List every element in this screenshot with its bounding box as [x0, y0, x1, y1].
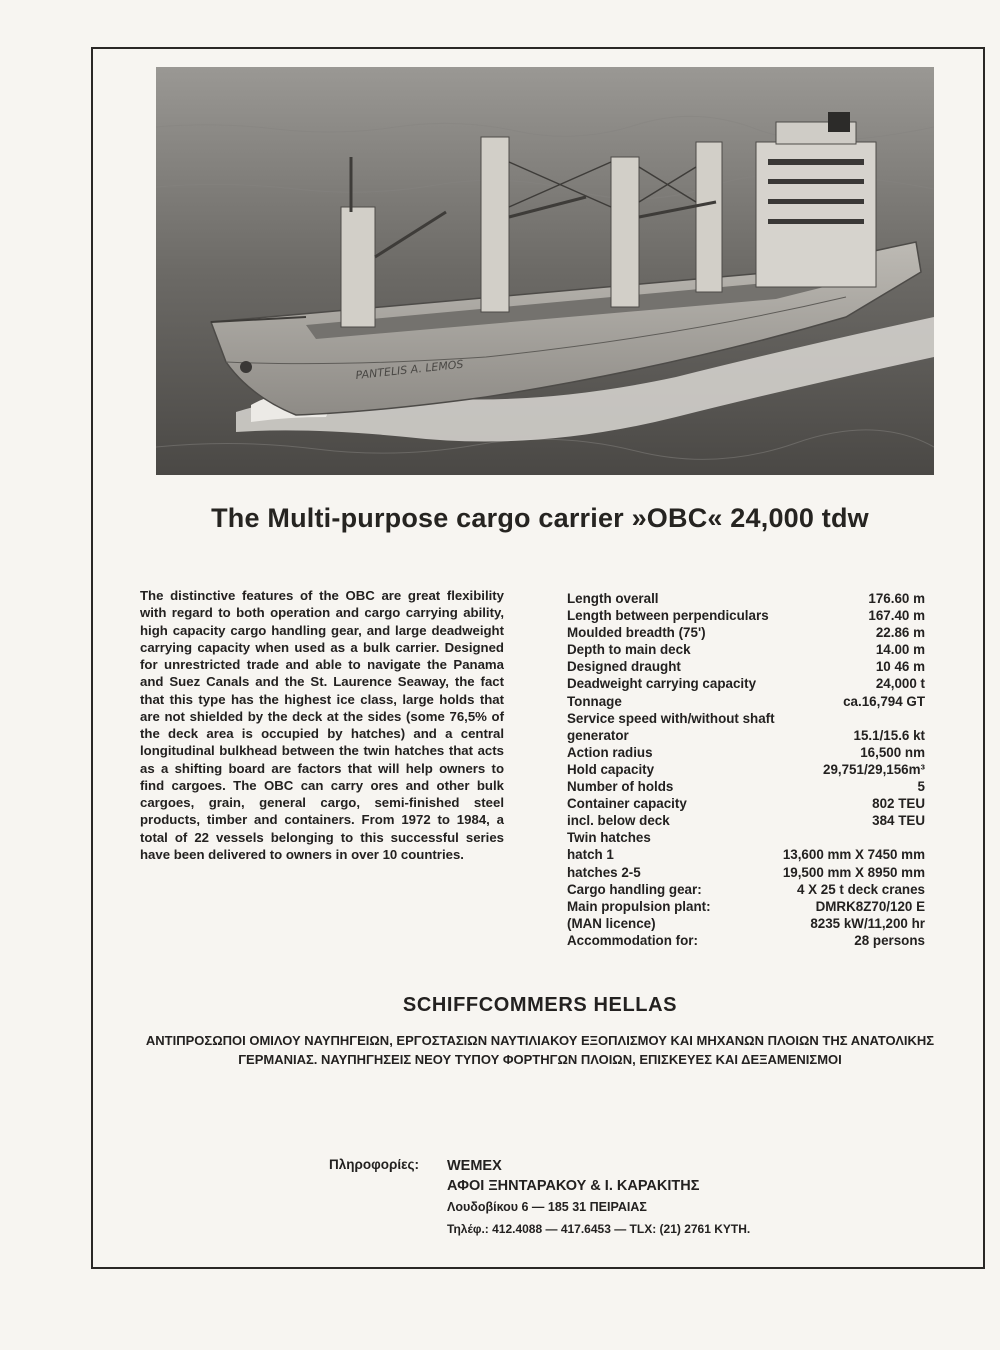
spec-row	[567, 624, 925, 641]
spec-label: Hold capacity	[567, 761, 655, 777]
spec-row	[567, 607, 925, 624]
spec-value: 13,600 mm X 7450 mm	[782, 847, 925, 863]
spec-label: Moulded breadth (75')	[567, 625, 706, 641]
spec-value: 22.86 m	[875, 625, 925, 641]
spec-value: 24,000 t	[875, 676, 925, 692]
spec-label: (MAN licence)	[567, 915, 656, 931]
spec-row	[567, 881, 925, 898]
spec-value: 29,751/29,156m³	[823, 761, 925, 777]
spec-label: Designed draught	[567, 659, 681, 675]
spec-value: 4 X 25 t deck cranes	[796, 881, 925, 897]
spec-value: 384 TEU	[872, 813, 925, 829]
spec-row	[567, 795, 925, 812]
spec-row	[567, 829, 925, 846]
spec-value: 28 persons	[854, 932, 925, 948]
spec-label: Length overall	[567, 591, 659, 606]
spec-row	[567, 590, 925, 607]
spec-row	[567, 898, 925, 915]
headline: The Multi-purpose cargo carrier »OBC« 24,000 tdw	[211, 503, 869, 533]
spec-value: ca.16,794 GT	[843, 693, 925, 709]
spec-row	[567, 641, 925, 658]
spec-label: Twin hatches	[567, 830, 651, 846]
spec-row	[567, 675, 925, 692]
spec-value: 167.40 m	[868, 608, 925, 624]
spec-row	[567, 932, 925, 949]
spec-row	[567, 710, 925, 727]
spec-label: Number of holds	[567, 779, 674, 795]
spec-label: Deadweight carrying capacity	[567, 676, 757, 692]
spec-label: incl. below deck	[567, 813, 670, 829]
spec-row	[567, 812, 925, 829]
spec-label: hatch 1	[567, 847, 614, 863]
spec-value: 176.60 m	[868, 591, 925, 606]
spec-row	[567, 761, 925, 778]
spec-value: 802 TEU	[872, 796, 925, 812]
spec-label: Container capacity	[567, 796, 687, 812]
spec-label: Depth to main deck	[567, 642, 691, 658]
spec-row	[567, 658, 925, 675]
spec-value: 8235 kW/11,200 hr	[810, 915, 925, 931]
spec-value: 10 46 m	[875, 659, 925, 675]
spec-row	[567, 864, 925, 881]
contact-phone: Τηλέφ.: 412.4088 — 417.6453 — TLX: (21) 2761 ΚΥΤΗ.	[447, 1222, 751, 1236]
spec-label: Action radius	[567, 744, 653, 760]
contact-firm: WEMEX	[447, 1158, 502, 1174]
spec-label: Main propulsion plant:	[567, 898, 711, 914]
spec-value: 5	[917, 779, 925, 795]
spec-label: Cargo handling gear:	[567, 881, 702, 897]
company-description: ΑΝΤΙΠΡΟΣΩΠΟΙ ΟΜΙΛΟΥ ΝΑΥΠΗΓΕΙΩΝ, ΕΡΓΟΣΤΑΣΙΩΝ ΝΑΥΤΙΛΙΑΚΟΥ ΕΞΟΠΛΙΣΜΟΥ ΚΑΙ ΜΗΧΑΝΩΝ ΠΛΟΙΩΝ ΤΗΣ ΑΝΑΤΟΛΙΚΗΣ ΓΕΡΜΑΝΙΑΣ. ΝΑΥΠΗΓΗΣΕΙΣ ΝΕΟΥ ΤΥΠΟΥ ΦΟΡΤΗΓΩΝ ΠΛΟΙΩΝ, ΕΠΙΣΚΕΥΕΣ ΚΑΙ ΔΕΞΑΜΕΝΙΣΜΟΙ	[145, 1033, 935, 1067]
spec-value: 19,500 mm X 8950 mm	[782, 864, 925, 880]
contact-block	[447, 1156, 750, 1240]
spec-value: 16,500 nm	[860, 744, 925, 760]
spec-label: Accommodation for:	[567, 932, 698, 948]
spec-value: 15.1/15.6 kt	[853, 727, 925, 743]
spec-value: 14.00 m	[875, 642, 925, 658]
spec-row	[567, 727, 925, 744]
hull-name: PANTELIS A. LEMOS	[354, 357, 465, 382]
contact-names: ΑΦΟΙ ΞΗΝΤΑΡΑΚΟΥ & Ι. ΚΑΡΑΚΙΤΗΣ	[447, 1178, 700, 1194]
spec-value: DMRK8Z70/120 E	[815, 898, 925, 914]
spec-row	[567, 744, 925, 761]
spec-row	[567, 846, 925, 863]
contact-address: Λουδοβίκου 6 — 185 31 ΠΕΙΡΑΙΑΣ	[447, 1200, 647, 1214]
spec-label: Service speed with/without shaft	[567, 710, 775, 726]
spec-label: hatches 2-5	[567, 864, 641, 880]
intro-paragraph: The distinctive features of the OBC are great flexibility with regard to both operation and cargo carrying ability, high capacity cargo handling gear, and large deadweight carrying capacity when used as a bulk carrier. Designed for unrestricted trade and able to navigate the Panama and Suez Canals and the St. Laurence Seaway, the fact that this type has the highest ice class, large holds that are not shielded by the deck at the sides (some 76,5% of the deck area is occupied by hatches) and a central longitudinal bulkhead between the twin hatches that acts as a shifting board are factors that will help owners to find cargoes. The OBC can carry ores and other bulk cargoes, grain, general cargo, semi-finished steel products, timber and containers. From 1972 to 1984, a total of 22 vessels belonging to this successful series have been delivered to owners in over 10 countries.	[140, 588, 504, 862]
spec-label: generator	[567, 727, 629, 743]
spec-table	[567, 590, 925, 949]
spec-row	[567, 693, 925, 710]
company-name: SCHIFFCOMMERS HELLAS	[402, 994, 678, 1016]
contact-label: Πληροφορίες:	[329, 1157, 420, 1172]
spec-row	[567, 778, 925, 795]
ship-photo	[156, 67, 934, 475]
spec-row	[567, 915, 925, 932]
spec-label: Tonnage	[567, 693, 622, 709]
ship-illustration	[156, 67, 934, 475]
spec-label: Length between perpendiculars	[567, 608, 769, 624]
